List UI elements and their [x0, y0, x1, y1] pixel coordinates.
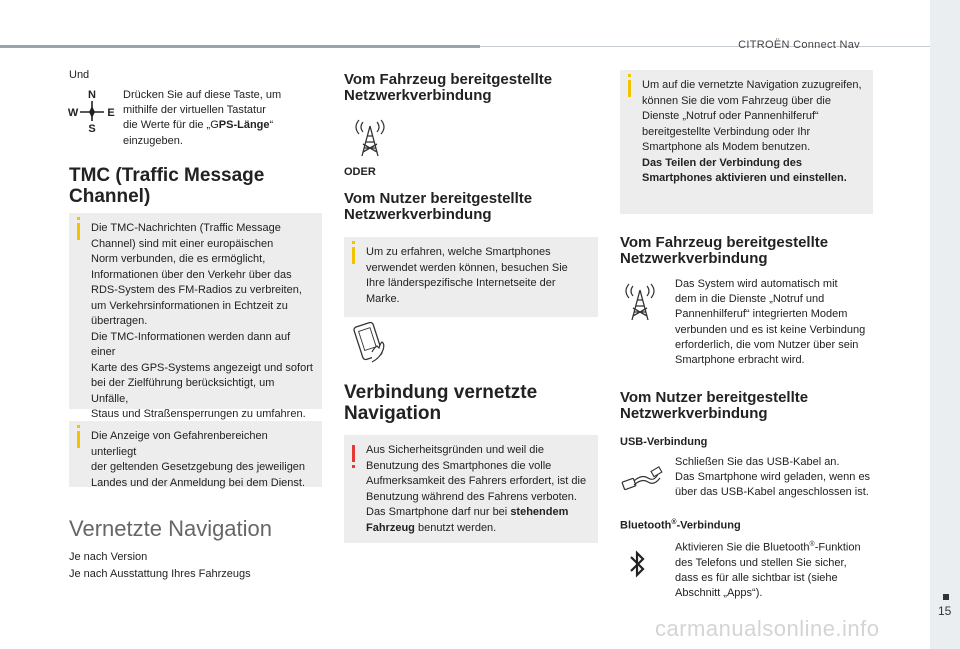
info-marker	[628, 80, 631, 97]
text-line: Landes und der Anmeldung bei dem Dienst.	[91, 476, 306, 489]
compass-s: S	[88, 123, 96, 134]
phones-info-box	[344, 237, 598, 317]
text-line: Aufmerksamkeit des Fahrers erfordert, ist die	[366, 475, 587, 487]
text-line: Smartphone erbracht wird.	[675, 354, 805, 367]
text-line: Karte des GPS-Systems angezeigt und sofort	[91, 361, 313, 374]
und-text: Und	[69, 69, 90, 81]
compass-w: W	[68, 107, 79, 119]
system-text	[675, 277, 875, 368]
text-line: Die TMC-Nachrichten (Traffic Message	[91, 222, 281, 234]
text-line: um Verkehrsinformationen in Echtzeit zu	[91, 299, 288, 312]
text-line: bereitgestellte Verbindung oder Ihr	[642, 125, 811, 138]
compass-n: N	[88, 89, 96, 101]
bluetooth-text: Aktivieren Sie die Bluetooth®-Funktion des Telefons und stellen Sie sicher, dass es für alle sichtbar ist (siehe Abschnitt „Apps“).	[675, 537, 880, 601]
text-line: Schließen Sie das USB-Kabel an.	[675, 456, 840, 468]
vernetzte-navigation-title: Verbindung vernetzte Navigation	[344, 382, 538, 424]
text-line: können Sie die vom Fahrzeug über die	[642, 94, 831, 107]
text-line: Um zu erfahren, welche Smartphones	[366, 246, 551, 258]
header-rule	[0, 45, 480, 48]
compass-e: E	[107, 107, 115, 119]
safety-warning-text: Aus Sicherheitsgründen und weil die Benutzung des Smartphones die volle Aufmerksamkeit des Fahrers erfordert, ist die Benutzung während des Fahrens verboten. Das Smartphone darf nur bei stehendem Fahrzeug benutzt werden.	[366, 444, 587, 534]
text-line: dass es für alle sichtbar ist (siehe	[675, 572, 838, 585]
usb-cable-icon	[620, 466, 664, 496]
text-line: Channel) sind mit einer europäischen	[91, 237, 274, 250]
text-line: Ihre länderspezifische Internetseite der	[366, 277, 556, 289]
text-line: des Telefons und stellen Sie sicher,	[675, 556, 847, 569]
text-line: bei der Zielführung berücksichtigt, um Unfälle,	[91, 377, 275, 405]
oder-label: ODER	[344, 166, 376, 178]
text-line: Informationen über den Verkehr über das	[91, 268, 292, 281]
text-line: RDS-System des FM-Radios zu verbreiten,	[91, 284, 302, 296]
text-line: Aus Sicherheitsgründen und weil die	[366, 444, 544, 456]
version-text: Je nach Version	[69, 551, 148, 563]
antenna-icon	[622, 282, 658, 322]
text-line: Um auf die vernetzte Navigation zuzugreifen,	[642, 79, 862, 91]
vehicle-connection-title-2: Vom Fahrzeug bereitgestellte Netzwerkverbindung	[620, 234, 829, 267]
page-number: 15	[938, 604, 952, 618]
warning-marker	[352, 445, 355, 462]
equipment-text: Je nach Ausstattung Ihres Fahrzeugs	[69, 568, 251, 580]
user-connection-title-2: Vom Nutzer bereitgestellte Netzwerkverbindung	[620, 389, 809, 422]
danger-info-text	[91, 429, 314, 491]
phones-info-text	[366, 245, 590, 307]
text-line: der geltenden Gesetzgebung des jeweiligen	[91, 461, 306, 473]
text-line: Pannenhilferuf“ integrierten Modem	[675, 308, 848, 321]
text-line: Norm verbunden, die es ermöglicht,	[91, 253, 266, 265]
press-instruction: Drücken Sie auf diese Taste, um mithilfe der virtuellen Tastatur die Werte für die „GPS-Länge“ einzugeben.	[123, 89, 282, 147]
text-line: Die Anzeige von Gefahrenbereichen unterliegt	[91, 430, 268, 458]
text-line: Das System wird automatisch mit	[675, 278, 838, 290]
vehicle-connection-title: Vom Fahrzeug bereitgestellte Netzwerkverbindung	[344, 71, 553, 104]
access-info-text: Um auf die vernetzte Navigation zuzugreifen, können Sie die vom Fahrzeug über die Dienste „Notruf oder Pannenhilferuf“ bereitgestellte Verbindung oder Ihr Smartphone als Modem benutzen. Das Teilen der Verbindung des Smartphones aktivieren und einstellen.	[642, 79, 862, 184]
tmc-info-box	[69, 213, 322, 420]
access-info-box	[620, 70, 873, 214]
usb-label: USB-Verbindung	[620, 436, 708, 448]
header-brand: CITROËN Connect Nav	[738, 39, 860, 51]
tmc-title: TMC (Traffic Message Channel)	[69, 165, 265, 207]
info-marker	[352, 247, 355, 264]
nav-section-title: Vernetzte Navigation	[69, 516, 273, 541]
header-rule-thin	[480, 46, 930, 47]
antenna-icon	[352, 118, 388, 158]
safety-warning-box	[344, 435, 598, 543]
info-marker	[77, 431, 80, 448]
text-line: über das USB-Kabel angeschlossen ist.	[675, 486, 869, 499]
tmc-info-text	[91, 221, 314, 423]
text-line: Die TMC-Informationen werden dann auf einer	[91, 330, 291, 358]
compass-icon	[68, 88, 116, 134]
smartphone-icon	[350, 322, 392, 366]
text-line: Staus und Straßensperrungen zu umfahren.	[91, 408, 306, 420]
side-marker	[943, 594, 949, 600]
text-line: übertragen.	[91, 315, 148, 327]
text-line: Das Smartphone wird geladen, wenn es	[675, 471, 871, 484]
text-line: Abschnitt „Apps“).	[675, 587, 763, 600]
text-line: Dienste „Notruf oder Pannenhilferuf“	[642, 110, 819, 122]
user-connection-title: Vom Nutzer bereitgestellte Netzwerkverbindung	[344, 190, 533, 223]
text-line: dem in die Dienste „Notruf und	[675, 293, 825, 306]
text-line: Benutzung des Smartphones die volle	[366, 459, 552, 472]
watermark: carmanualsonline.info	[655, 616, 880, 641]
text-line: Marke.	[366, 292, 400, 305]
info-marker	[77, 223, 80, 240]
text-line: verbunden und es ist keine Verbindung	[675, 323, 866, 336]
bluetooth-icon	[628, 549, 648, 579]
text-line: Benutzung während des Fahrens verboten.	[366, 490, 577, 503]
text-line: erforderlich, die vom Nutzer über sein	[675, 338, 859, 351]
bluetooth-label: Bluetooth®-Verbindung	[620, 519, 741, 532]
danger-info-box	[69, 421, 322, 487]
page-sidebar	[930, 0, 960, 649]
text-line: Smartphone als Modem benutzen.	[642, 141, 811, 153]
usb-text	[675, 455, 880, 501]
text-line: verwendet werden können, besuchen Sie	[366, 261, 568, 274]
